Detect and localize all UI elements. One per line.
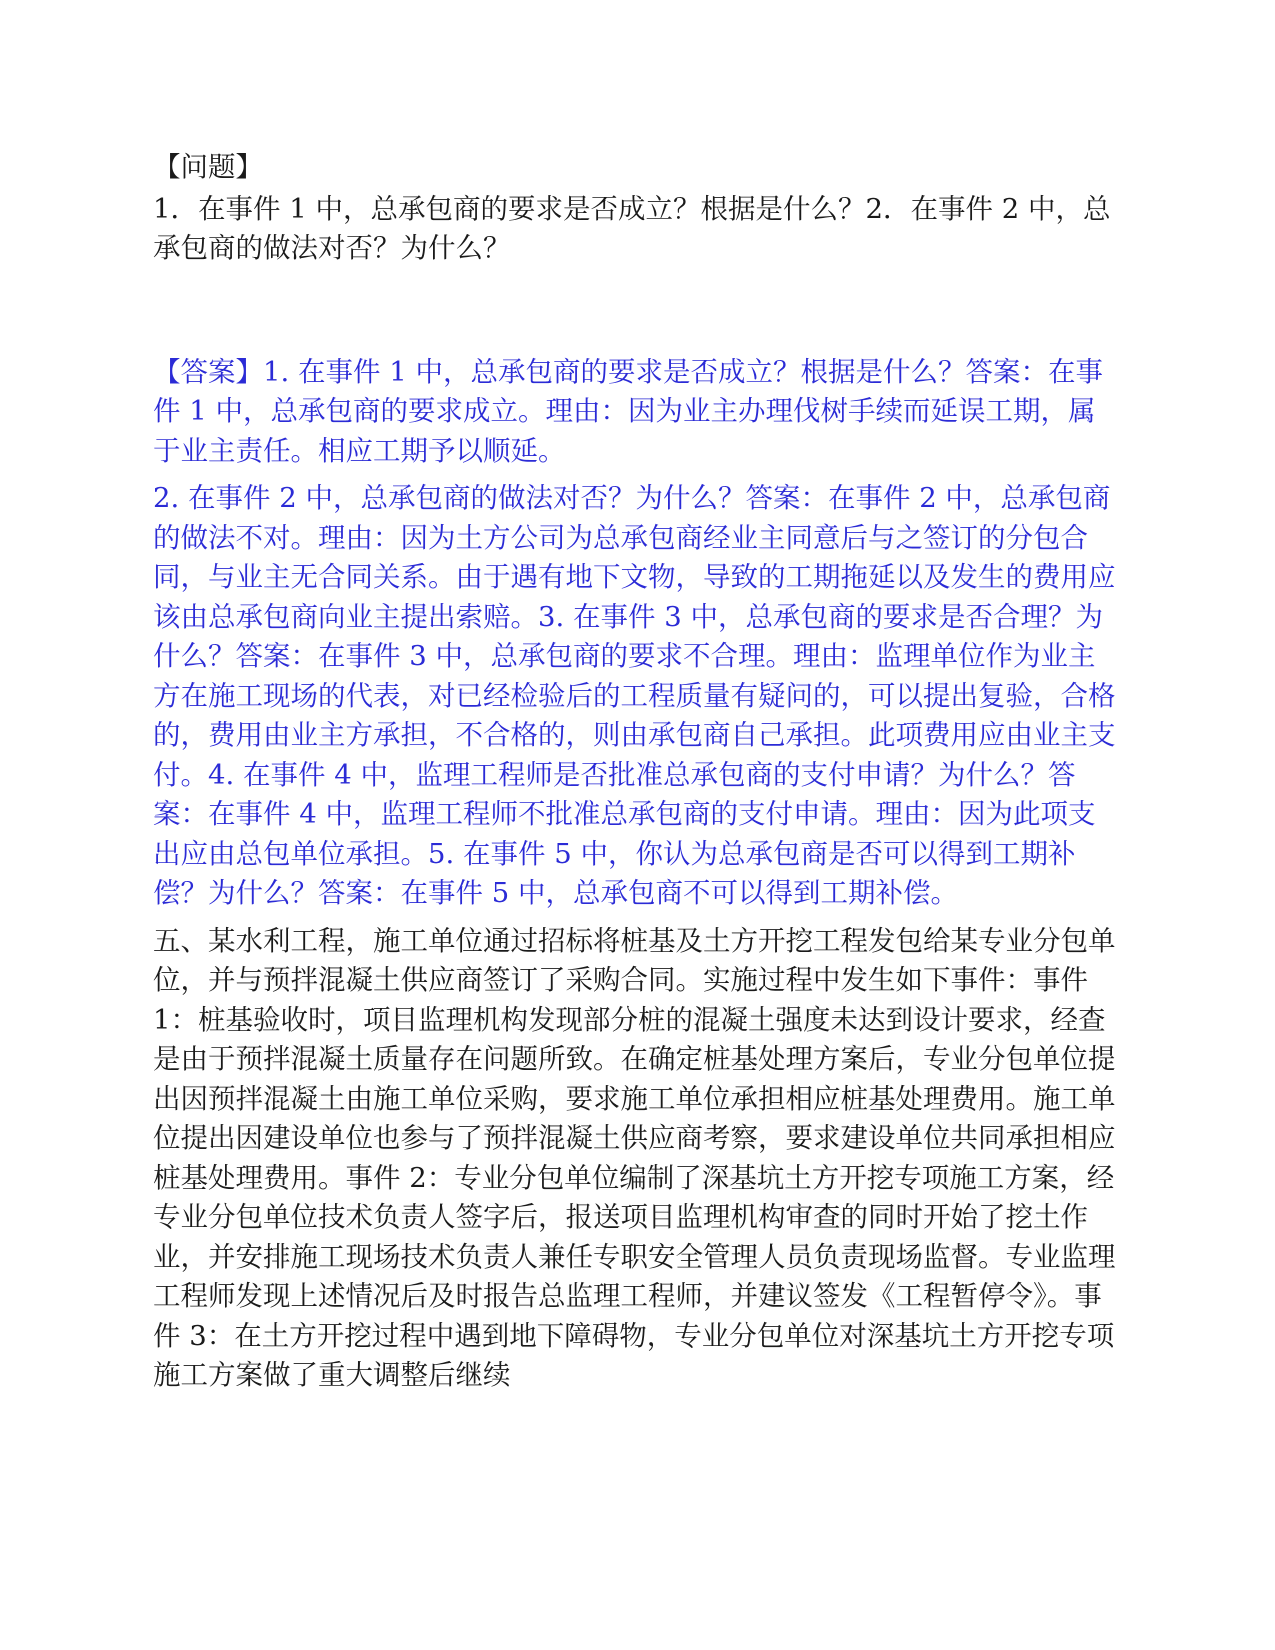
question-body: 1．在事件 1 中，总承包商的要求是否成立？根据是什么？2．在事件 2 中，总承包商的做法对否？为什么？ [153, 192, 1111, 264]
answer-paragraph-1: 【答案】1. 在事件 1 中，总承包商的要求是否成立？根据是什么？答案：在事件 1 中，总承包商的要求成立。理由：因为业主办理伐树手续而延误工期，属于业主责任。相应工期予以顺延。 [153, 355, 1103, 467]
question-header: 【问题】 [153, 151, 263, 183]
document-content [153, 148, 1118, 1396]
answer-paragraph-2: 2. 在事件 2 中，总承包商的做法对否？为什么？答案：在事件 2 中，总承包商的做法不对。理由：因为土方公司为总承包商经业主同意后与之签订的分包合同，与业主无合同关系。由于遇有地下文物，导致的工期拖延以及发生的费用应该由总承包商向业主提出索赔。3. 在事件 3 中，总承包商的要求是否合理？为什么？答案：在事件 3 中，总承包商的要求不合理。理由：监理单位作为业主方在施工现场的代表，对已经检验后的工程质量有疑问的，可以提出复验，合格的，费用由业主方承担，不合格的，则由承包商自己承担。此项费用应由业主支付。4. 在事件 4 中，监理工程师是否批准总承包商的支付申请？为什么？答案：在事件 4 中，监理工程师不批准总承包商的支付申请。理由：因为此项支出应由总包单位承担。5. 在事件 5 中，你认为总承包商是否可以得到工期补偿？为什么？答案：在事件 5 中，总承包商不可以得到工期补偿。 [153, 482, 1116, 909]
case-five-paragraph: 五、某水利工程，施工单位通过招标将桩基及土方开挖工程发包给某专业分包单位，并与预拌混凝土供应商签订了采购合同。实施过程中发生如下事件：事件 1：桩基验收时，项目监理机构发现部分桩的混凝土强度未达到设计要求，经查是由于预拌混凝土质量存在问题所致。在确定桩基处理方案后，专业分包单位提出因预拌混凝土由施工单位采购，要求施工单位承担相应桩基处理费用。施工单位提出因建设单位也参与了预拌混凝土供应商考察，要求建设单位共同承担相应桩基处理费用。事件 2：专业分包单位编制了深基坑土方开挖专项施工方案，经专业分包单位技术负责人签字后，报送项目监理机构审查的同时开始了挖土作业，并安排施工现场技术负责人兼任专职安全管理人员负责现场监督。专业监理工程师发现上述情况后及时报告总监理工程师，并建议签发《工程暂停令》。事件 3：在土方开挖过程中遇到地下障碍物，专业分包单位对深基坑土方开挖专项施工方案做了重大调整后继续 [153, 924, 1116, 1391]
